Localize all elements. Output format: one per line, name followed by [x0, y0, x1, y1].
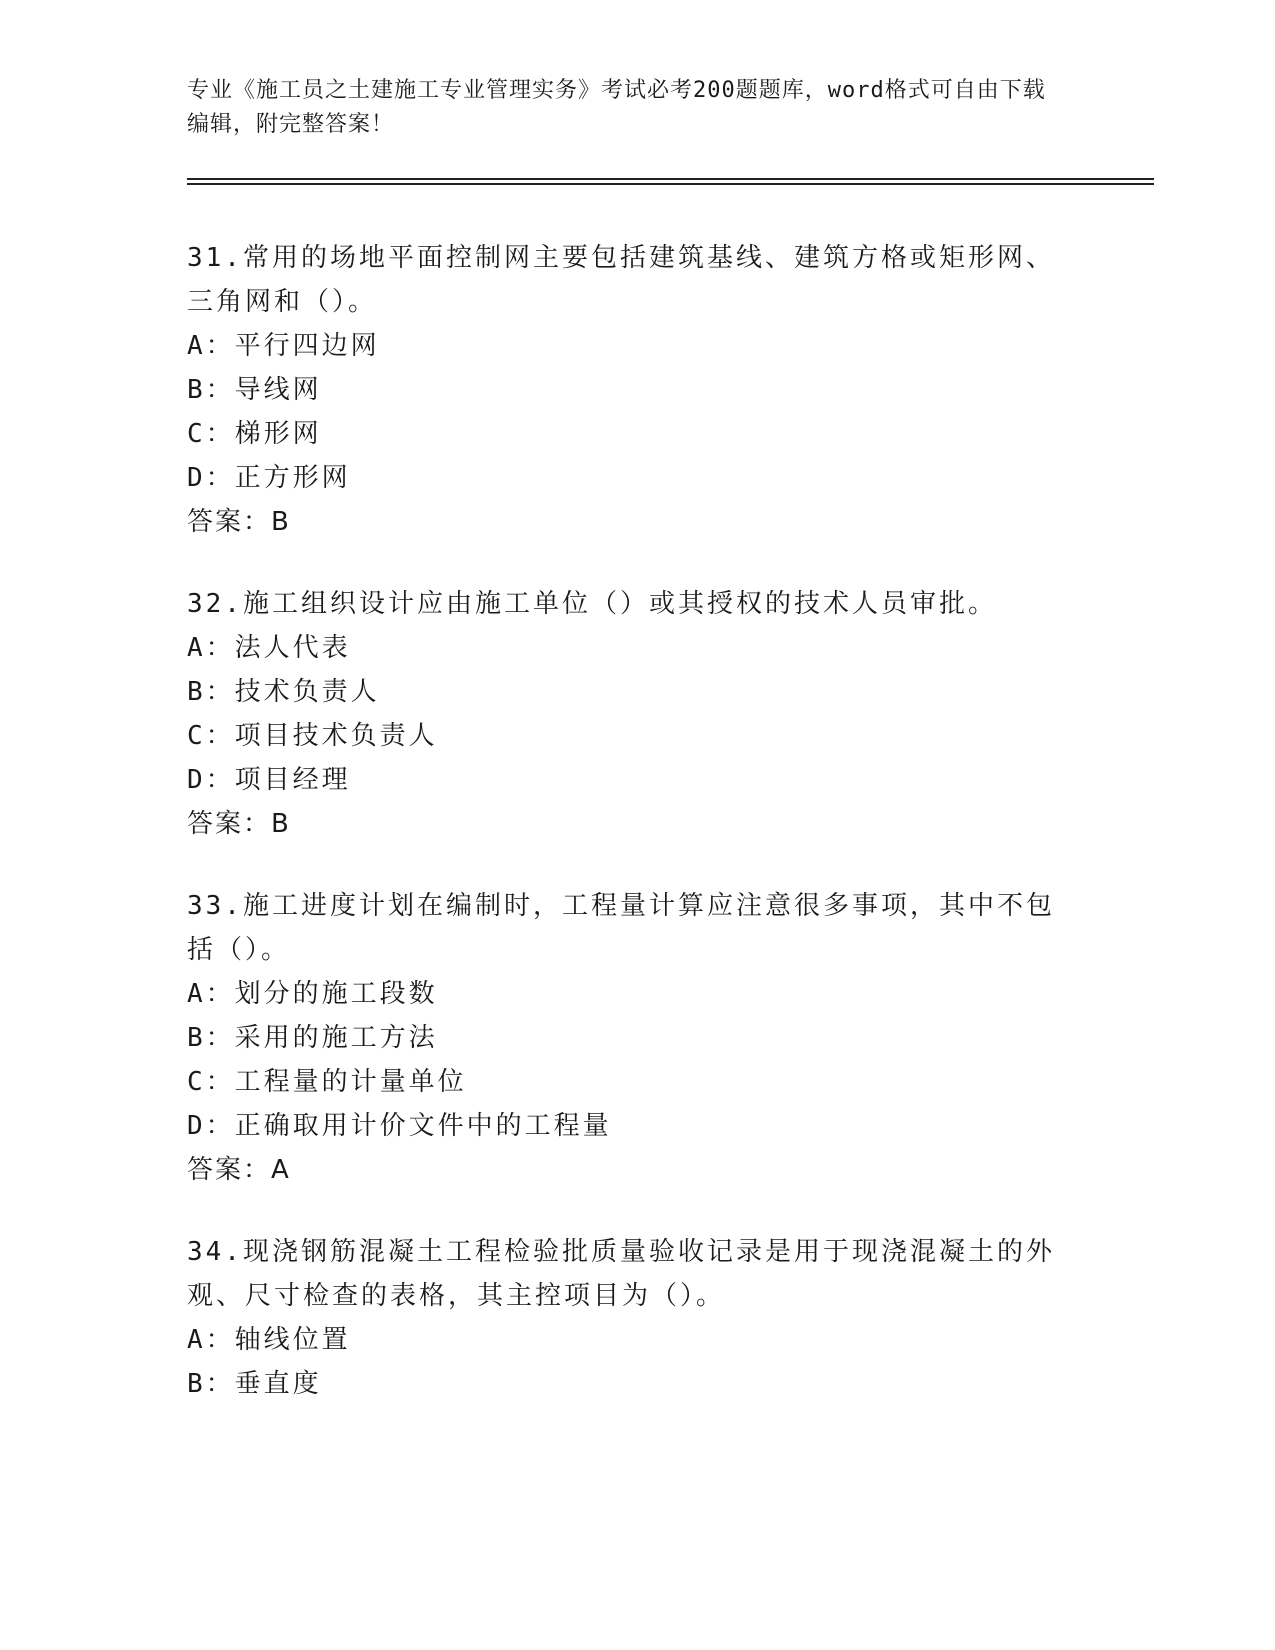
- question-31: [187, 236, 1087, 544]
- option-b: B：采用的施工方法: [187, 1023, 438, 1053]
- document-header: [187, 74, 1067, 142]
- answer: 答案：A: [187, 1155, 291, 1185]
- option-d: D：正确取用计价文件中的工程量: [187, 1111, 612, 1141]
- option-b: B：垂直度: [187, 1369, 322, 1399]
- option-a: A：法人代表: [187, 633, 351, 663]
- question-list: [187, 236, 1087, 1444]
- question-33: [187, 884, 1087, 1192]
- option-a: A：轴线位置: [187, 1325, 351, 1355]
- question-text: 32.施工组织设计应由施工单位（）或其授权的技术人员审批。: [187, 589, 997, 619]
- answer: 答案：B: [187, 507, 291, 537]
- question-text: 31.常用的场地平面控制网主要包括建筑基线、建筑方格或矩形网、三角网和（）。: [187, 243, 1055, 317]
- answer: 答案：B: [187, 809, 291, 839]
- question-text: 34.现浇钢筋混凝土工程检验批质量验收记录是用于现浇混凝土的外观、尺寸检查的表格，其主控项目为（）。: [187, 1237, 1055, 1311]
- option-c: C：梯形网: [187, 419, 322, 449]
- header-title: 专业《施工员之土建施工专业管理实务》考试必考200题题库，word格式可自由下载编辑，附完整答案！: [187, 78, 1046, 137]
- question-text: 33.施工进度计划在编制时，工程量计算应注意很多事项，其中不包括（）。: [187, 891, 1055, 965]
- option-c: C：项目技术负责人: [187, 721, 438, 751]
- option-a: A：平行四边网: [187, 331, 380, 361]
- option-a: A：划分的施工段数: [187, 979, 438, 1009]
- option-d: D：项目经理: [187, 765, 351, 795]
- option-d: D：正方形网: [187, 463, 351, 493]
- question-34: [187, 1230, 1087, 1406]
- header-divider-bottom: [187, 183, 1154, 185]
- question-32: [187, 582, 1087, 846]
- option-b: B：导线网: [187, 375, 322, 405]
- header-divider-top: [187, 178, 1154, 180]
- option-b: B：技术负责人: [187, 677, 380, 707]
- option-c: C：工程量的计量单位: [187, 1067, 467, 1097]
